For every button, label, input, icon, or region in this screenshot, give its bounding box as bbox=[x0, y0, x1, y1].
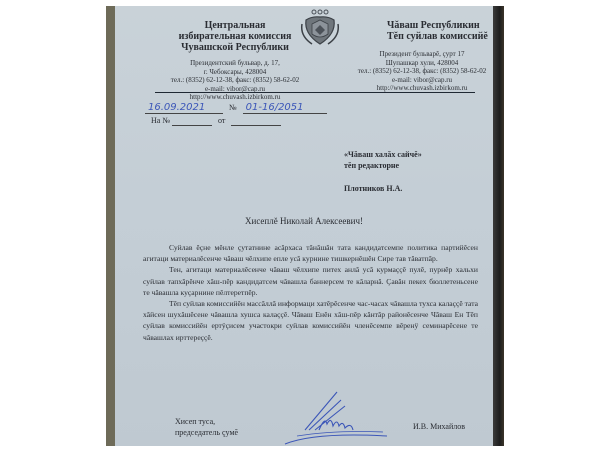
org-line: Чувашской Республики bbox=[181, 42, 289, 53]
body-paragraph: Тен, агитаци материалĕсенче чăваш чĕлхипе питех анлă усă курмаççĕ пулĕ, пурнĕр хальхи суйлав тапхăрĕнче хăш-пĕр кандидатсем чăвашла баннерсем те кăларнă. Çавăн пекех бюллетеньсене те чăвашла куçарнине пĕлтеретпĕр. bbox=[143, 265, 478, 297]
address-line: e-mail: vibor@cap.ru bbox=[204, 84, 266, 93]
registration-line bbox=[145, 102, 327, 114]
handwritten-number: 01-16/2051 bbox=[243, 102, 327, 114]
salutation: Хисеплĕ Николай Алексеевич! bbox=[245, 216, 363, 226]
addressee-block bbox=[344, 149, 422, 171]
reply-reference-line bbox=[151, 116, 281, 126]
header-left-block bbox=[145, 20, 325, 102]
reply-number-blank bbox=[172, 116, 212, 126]
reply-to-label: На № bbox=[151, 116, 170, 125]
background-surface bbox=[493, 6, 504, 446]
document-photo bbox=[106, 6, 504, 446]
handwritten-signature bbox=[275, 386, 395, 446]
addressee-name: Плотников Н.А. bbox=[344, 184, 403, 193]
org-line: Тĕп суйлав комиссийĕ bbox=[387, 31, 488, 42]
from-label: от bbox=[217, 116, 226, 125]
address-cv bbox=[337, 50, 504, 93]
address-line: e-mail: vibor@cap.ru bbox=[391, 75, 453, 84]
letter-page bbox=[115, 6, 493, 446]
signatory-name: И.В. Михайлов bbox=[413, 422, 466, 431]
body-paragraph: Суйлав ĕçне мĕнле çутатнине асăрхаса тăнăшăн тата кандидатсемпе политика партийĕсен агитаци материалĕсенче чăваш чĕлхипе епле усă курнине тишкернĕшĕн Сире тав тăватпăр. bbox=[143, 243, 478, 264]
address-ru bbox=[145, 59, 325, 102]
address-line: http://www.chuvash.izbirkom.ru bbox=[189, 93, 281, 101]
address-line: Президентский бульвар, д. 17, bbox=[190, 59, 280, 67]
coat-of-arms-icon bbox=[300, 8, 340, 48]
organization-name-ru bbox=[145, 20, 325, 53]
address-line: тел.: (8352) 62-12-38, факс: (8352) 58-62-02 bbox=[170, 76, 300, 84]
letter-body bbox=[143, 242, 478, 343]
address-line: http://www.chuvash.izbirkom.ru bbox=[376, 84, 468, 92]
org-line: Центральная bbox=[204, 20, 266, 31]
address-line: г. Чебоксары, 428004 bbox=[203, 67, 267, 76]
organization-name-cv bbox=[337, 20, 504, 42]
body-paragraph: Тĕп суйлав комиссийĕн массăллă информаци хатĕрĕсенче час-часах чăвашла тухса калаççĕ тата хăйсен шухăшĕсене чăвашла хушса калаççĕ. Чăваш Енĕн хăш-пĕр кăнтăр районĕсенче Чăваш Ен Тĕп суйлав комиссийĕн ертÿçисем участокри суйлав комиссийĕн членĕсемпе вĕренÿ семинарĕсене те чăвашлах ирттереççĕ. bbox=[143, 299, 478, 342]
reply-date-blank bbox=[231, 116, 281, 126]
org-line: Чăваш Республикин bbox=[387, 20, 480, 31]
number-label: № bbox=[229, 103, 237, 112]
header-divider bbox=[155, 92, 475, 93]
address-line: Президент бульварĕ, çурт 17 bbox=[379, 50, 465, 58]
closing-line: Хисеп туса, bbox=[175, 417, 216, 426]
header-right-block bbox=[337, 20, 504, 93]
addressee-line: тĕп редакторне bbox=[344, 161, 400, 170]
handwritten-date: 16.09.2021 bbox=[145, 102, 223, 114]
addressee-line: «Чăваш халăх сайчĕ» bbox=[344, 150, 422, 159]
address-line: Шупашкар хули, 428004 bbox=[385, 58, 459, 67]
address-line: тел.: (8352) 62-12-38, факс: (8352) 58-62-02 bbox=[357, 67, 487, 75]
org-line: избирательная комиссия bbox=[178, 31, 292, 42]
closing-block bbox=[175, 416, 238, 438]
closing-line: председатель çумĕ bbox=[175, 428, 239, 437]
